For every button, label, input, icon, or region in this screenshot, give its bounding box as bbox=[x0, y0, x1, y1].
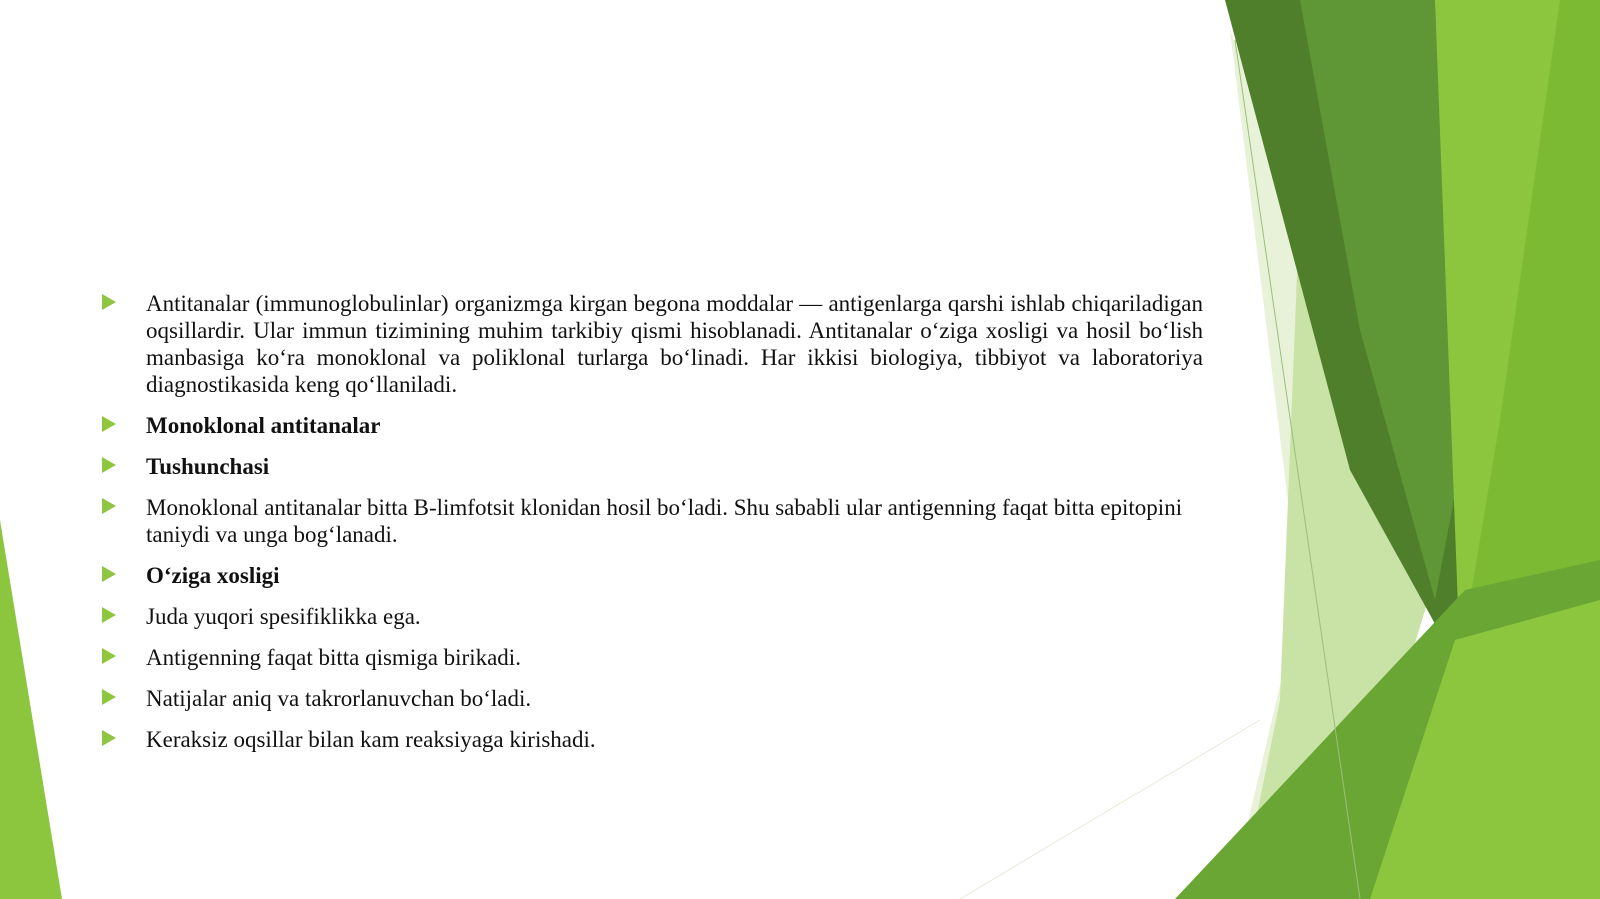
bullet-feature-2 bbox=[100, 644, 1203, 671]
bullet-list bbox=[100, 290, 1203, 753]
bullet-text: Monoklonal antitanalar bbox=[146, 413, 381, 438]
green-triangle-arrow-icon bbox=[102, 566, 116, 582]
green-triangle-arrow-icon bbox=[102, 498, 116, 514]
left-green-shape bbox=[0, 520, 62, 899]
bullet-definition bbox=[100, 494, 1203, 548]
bullet-text: O‘ziga xosligi bbox=[146, 563, 280, 588]
green-triangle-arrow-icon bbox=[102, 607, 116, 623]
green-triangle-arrow-icon bbox=[102, 416, 116, 432]
green-triangle-arrow-icon bbox=[102, 648, 116, 664]
bullet-text: Tushunchasi bbox=[146, 454, 270, 479]
slide-content bbox=[100, 290, 1203, 767]
bullet-feature-3 bbox=[100, 685, 1203, 712]
green-triangle-arrow-icon bbox=[102, 689, 116, 705]
bullet-text: Antigenning faqat bitta qismiga birikadi. bbox=[146, 645, 521, 670]
bullet-feature-1 bbox=[100, 603, 1203, 630]
bullet-text: Juda yuqori spesifiklikka ega. bbox=[146, 604, 421, 629]
bullet-heading-oziga-xosligi bbox=[100, 562, 1203, 589]
bullet-text: Natijalar aniq va takrorlanuvchan bo‘ladi. bbox=[146, 686, 532, 711]
bullet-heading-monoklonal bbox=[100, 412, 1203, 439]
bullet-text: Monoklonal antitanalar bitta B-limfotsit klonidan hosil bo‘ladi. Shu sababli ular antigenning faqat bitta epitopini taniydi va unga bog‘lanadi. bbox=[146, 495, 1183, 547]
bullet-feature-4 bbox=[100, 726, 1203, 753]
bullet-heading-tushunchasi bbox=[100, 453, 1203, 480]
green-triangle-arrow-icon bbox=[102, 730, 116, 746]
bullet-text: Keraksiz oqsillar bilan kam reaksiyaga kirishadi. bbox=[146, 727, 596, 752]
bullet-intro-paragraph bbox=[100, 290, 1203, 398]
bullet-text: Antitanalar (immunoglobulinlar) organizmga kirgan begona moddalar — antigenlarga qarshi ishlab chiqariladigan oqsillardir. Ular immun tizimining muhim tarkibiy qismi hisoblanadi. Antitanalar o‘ziga xosligi va hosil bo‘lish manbasiga ko‘ra monoklonal va poliklonal turlarga bo‘linadi. Har ikkisi biologiya, tibbiyot va laboratoriya diagnostikasida keng qo‘llaniladi. bbox=[146, 291, 1203, 397]
green-triangle-arrow-icon bbox=[102, 457, 116, 473]
green-triangle-arrow-icon bbox=[102, 294, 116, 310]
